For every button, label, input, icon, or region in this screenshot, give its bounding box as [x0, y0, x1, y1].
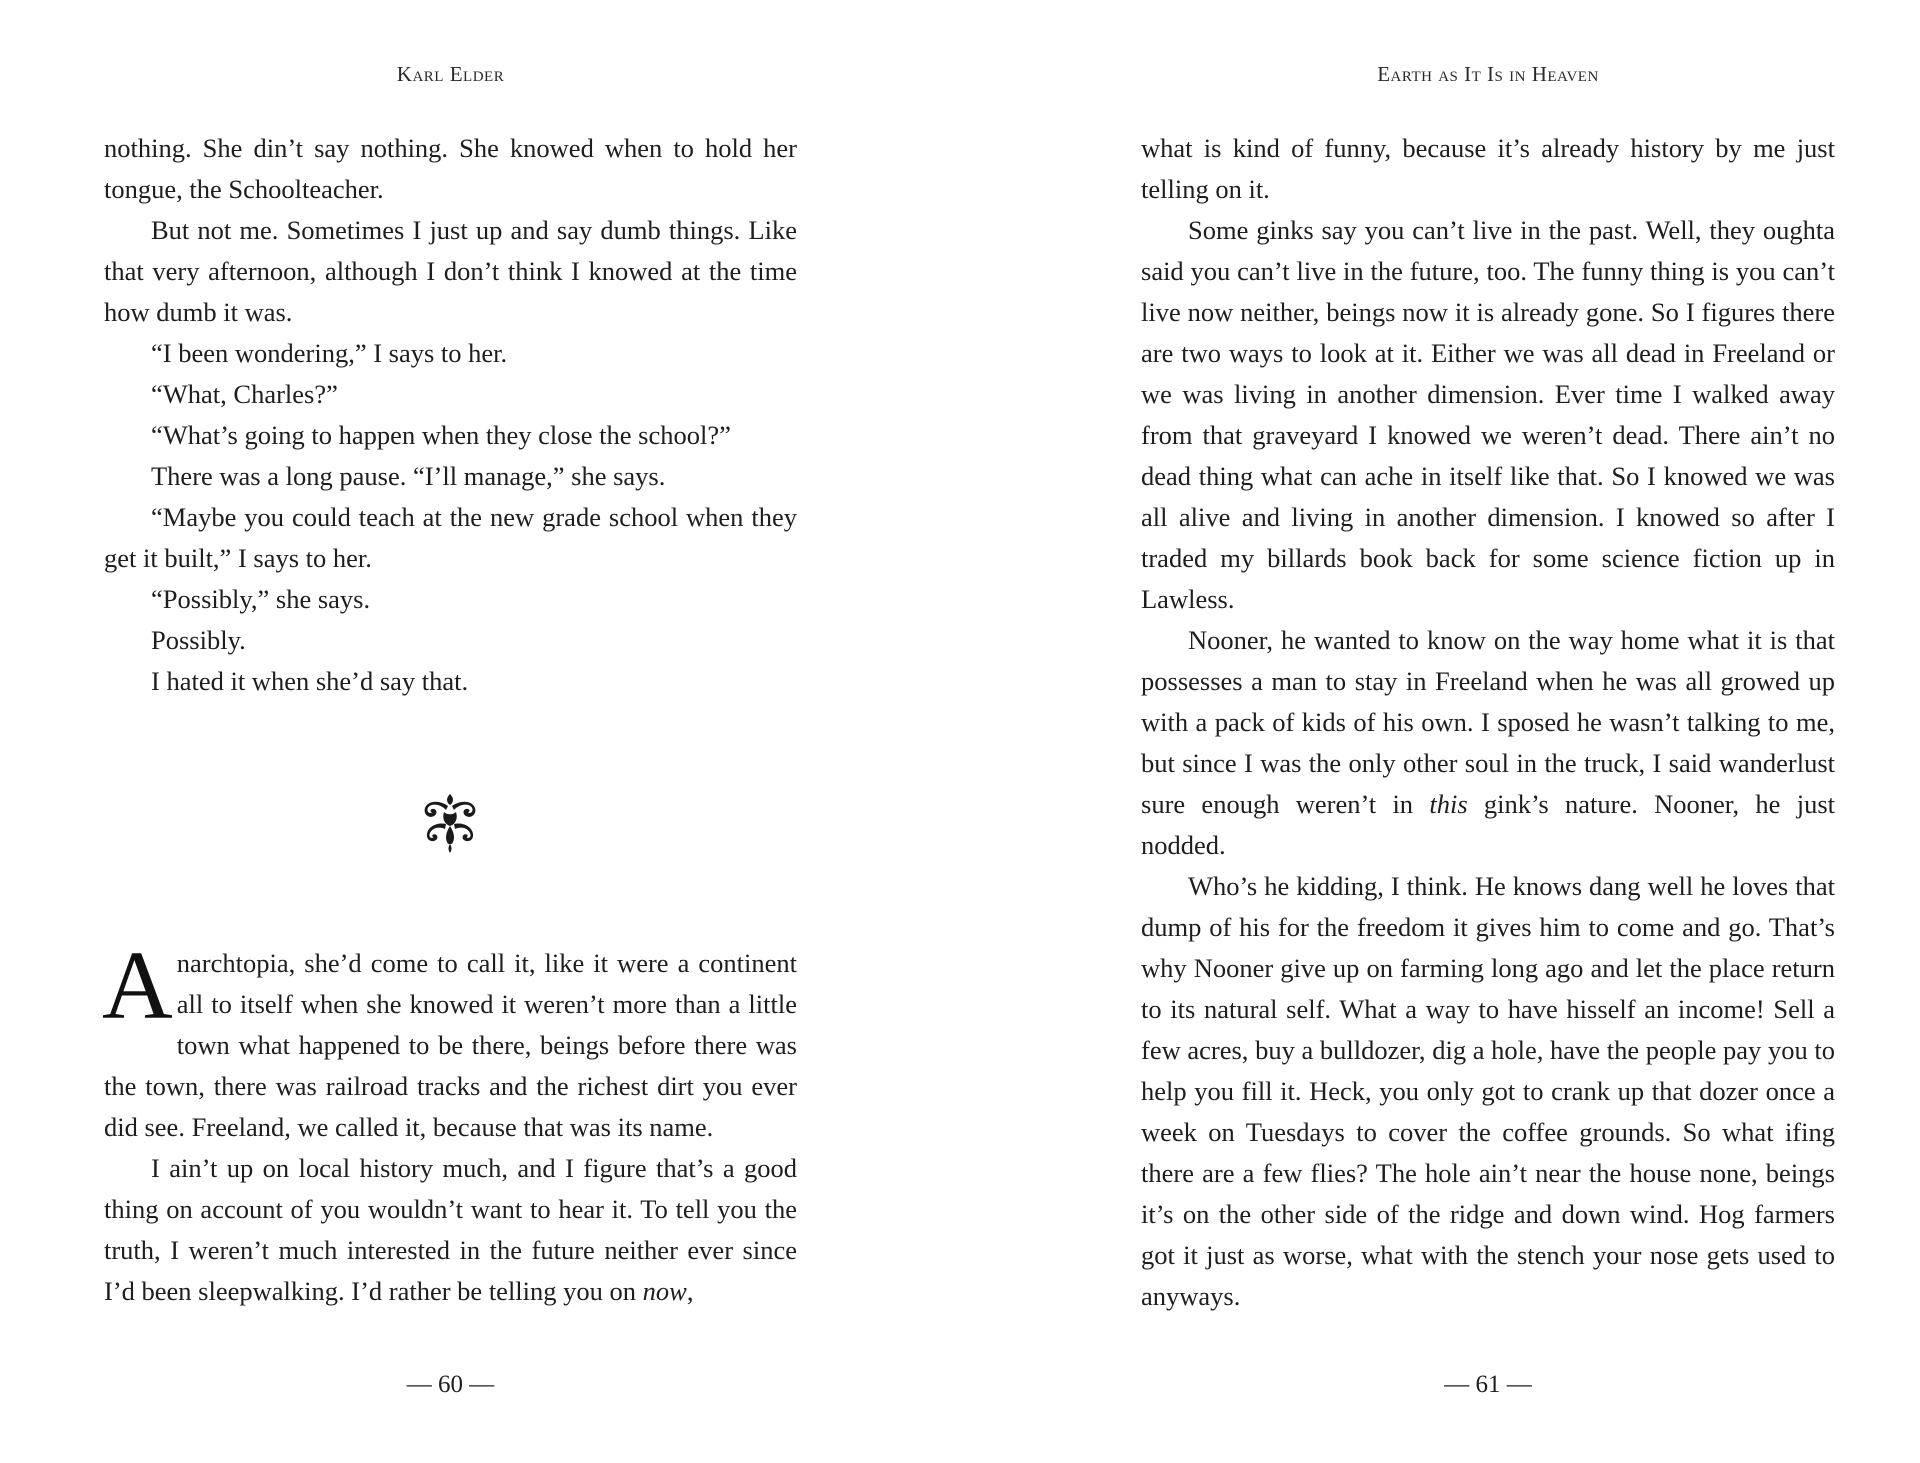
paragraph-text: narchtopia, she’d come to call it, like it were a continent all to itself when she knowed it weren’t more than a little town what happened to be there, beings before there was the town, there was railroad tracks and the richest dirt you ever did see. Freeland, we called it, because that was its name. — [104, 948, 797, 1142]
running-head-title: Earth as It Is in Heaven — [1377, 62, 1599, 86]
running-head-author: Karl Elder — [396, 62, 505, 86]
paragraph: Possibly. — [151, 625, 246, 655]
paragraph: But not me. Sometimes I just up and say dumb things. Like that very afternoon, although I don’t think I knowed at the time how dumb it was. — [104, 215, 797, 327]
page-number: — 60 — — [406, 1371, 495, 1398]
paragraph: I hated it when she’d say that. — [151, 666, 469, 696]
paragraph-text: gink’s nature. Nooner, he just nodded. — [1141, 789, 1836, 860]
right-page-text — [1141, 128, 1835, 1317]
paragraph-text: Nooner, he wanted to know on the way home what it is that possesses a man to stay in Freeland when he was all growed up with a pack of kids of his own. I sposed he wasn’t talking to me, but since I was the only other soul in the truck, I said wanderlust sure enough weren’t in — [1141, 625, 1835, 819]
italic-word: this — [1429, 789, 1468, 819]
section-opening-paragraph — [102, 932, 797, 1148]
paragraph: Some ginks say you can’t live in the past. Well, they oughta said you can’t live in the future, too. The funny thing is you can’t live now neither, beings now it is already gone. So I figures there are two ways to look at it. Either we was all dead in Freeland or we was living in another dimension. Ever time I walked away from that graveyard I knowed we weren’t dead. There ain’t no dead thing what can ache in itself like that. So I knowed we was all alive and living in another dimension. I knowed so after I traded my billards book back for some science fiction up in Lawless. — [1141, 215, 1835, 614]
left-page — [104, 0, 797, 1463]
page-number: — 61 — — [1444, 1371, 1532, 1398]
dialogue-line: “Maybe you could teach at the new grade school when they get it built,” I says to her. — [104, 502, 797, 573]
left-page-top-text — [104, 128, 797, 702]
left-page-section-text — [102, 932, 797, 1312]
paragraph: nothing. She din’t say nothing. She knowed when to hold her tongue, the Schoolteacher. — [104, 133, 797, 204]
dialogue-line: “What’s going to happen when they close the school?” — [151, 420, 731, 450]
dialogue-line: There was a long pause. “I’ll manage,” she says. — [151, 461, 666, 491]
paragraph: what is kind of funny, because it’s already history by me just telling on it. — [1141, 133, 1835, 204]
dialogue-line: “I been wondering,” I says to her. — [151, 338, 508, 368]
punctuation: , — [686, 1276, 694, 1306]
dialogue-line: “What, Charles?” — [151, 379, 338, 409]
paragraph — [1141, 620, 1835, 866]
paragraph — [104, 1148, 797, 1312]
right-page — [1141, 0, 1835, 1463]
drop-cap: A — [102, 932, 173, 1040]
dialogue-line: “Possibly,” she says. — [151, 584, 371, 614]
italic-word: now — [642, 1276, 687, 1306]
fleuron-ornament-icon — [420, 792, 480, 854]
paragraph: Who’s he kidding, I think. He knows dang well he loves that dump of his for the freedom it gives him to come and go. That’s why Nooner give up on farming long ago and let the place return to its natural self. What a way to have hisself an income! Sell a few acres, buy a bulldozer, dig a hole, have the people pay you to help you fill it. Heck, you only got to crank up that dozer once a week on Tuesdays to cover the coffee grounds. So what ifing there are a few flies? The hole ain’t near the house none, beings it’s on the other side of the ridge and down wind. Hog farmers got it just as worse, what with the stench your nose gets used to anyways. — [1141, 871, 1835, 1311]
paragraph-text: I ain’t up on local history much, and I figure that’s a good thing on account of you wouldn’t want to hear it. To tell you the truth, I weren’t much interested in the future neither ever since I’d been sleepwalking. I’d rather be telling you on — [104, 1153, 797, 1306]
